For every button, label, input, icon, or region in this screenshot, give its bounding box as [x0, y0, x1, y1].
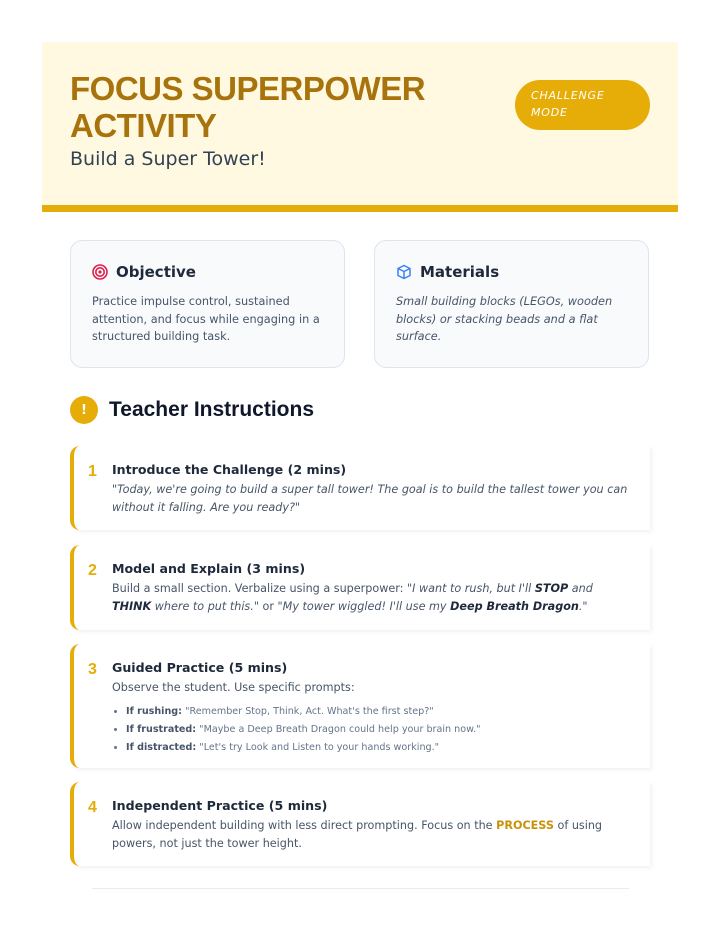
step-card-1: [70, 446, 650, 530]
process-keyword: PROCESS: [496, 819, 554, 832]
instructions-heading: [70, 396, 314, 424]
quote-dragon: "My tower wiggled! I'll use my Deep Breath Dragon.": [277, 600, 588, 613]
materials-title: Materials: [420, 263, 500, 281]
list-item: • If distracted: "Let's try Look and Listen to your hands working.": [126, 739, 632, 757]
box-icon: [396, 264, 412, 280]
target-icon: [92, 264, 108, 280]
step-description: Allow independent building with less direct prompting. Focus on the PROCESS of using powers, not just the tower height.: [112, 819, 603, 850]
page-title: FOCUS SUPERPOWER ACTIVITY: [70, 70, 426, 144]
step-card-4: [70, 782, 650, 866]
step-title: Independent Practice (5 mins): [112, 798, 328, 813]
header-banner: [42, 42, 678, 212]
step-title: Guided Practice (5 mins): [112, 660, 288, 675]
step-number: 2: [88, 562, 97, 579]
step-lead: Build a small section. Verbalize using a superpower:: [112, 582, 407, 595]
alert-icon: !: [70, 396, 98, 424]
step-description: Build a small section. Verbalize using a superpower: "I want to rush, but I'll STOP and THINK where to put this." or "My tower wiggled! I'll use my Deep Breath Dragon.": [112, 582, 593, 613]
materials-text: Small building blocks (LEGOs, wooden blocks) or stacking beads and a flat surface.: [396, 295, 613, 343]
page-subtitle: Build a Super Tower!: [70, 148, 266, 170]
list-item: • If frustrated: "Maybe a Deep Breath Dragon could help your brain now.": [126, 721, 632, 739]
step-title: Introduce the Challenge (2 mins): [112, 462, 347, 477]
stop-keyword: STOP: [534, 582, 569, 595]
think-keyword: THINK: [112, 600, 152, 613]
step-description: Observe the student. Use specific prompts:: [112, 681, 355, 694]
challenge-mode-badge: CHALLENGE MODE: [515, 80, 650, 130]
objective-text: Practice impulse control, sustained attention, and focus while engaging in a structured building task.: [92, 295, 320, 343]
step-card-2: [70, 545, 650, 630]
instructions-title: Teacher Instructions: [109, 398, 314, 421]
footer-divider: [92, 888, 629, 889]
step-number: 3: [88, 661, 97, 678]
list-item: • If rushing: "Remember Stop, Think, Act. What's the first step?": [126, 703, 632, 721]
step-quote: "Today, we're going to build a super tall tower! The goal is to build the tallest tower you can without it falling. Are you ready?": [112, 483, 628, 514]
objective-title: Objective: [116, 263, 196, 281]
objective-card: [70, 240, 345, 368]
materials-card: [374, 240, 649, 368]
step-title: Model and Explain (3 mins): [112, 561, 306, 576]
quote-rush: "I want to rush, but I'll STOP and THINK where to put this.": [112, 582, 593, 613]
step-card-3: [70, 644, 650, 768]
step-number: 1: [88, 463, 97, 480]
step-number: 4: [88, 799, 97, 816]
prompt-list: [112, 703, 632, 757]
deep-breath-dragon-keyword: Deep Breath Dragon: [450, 600, 579, 613]
